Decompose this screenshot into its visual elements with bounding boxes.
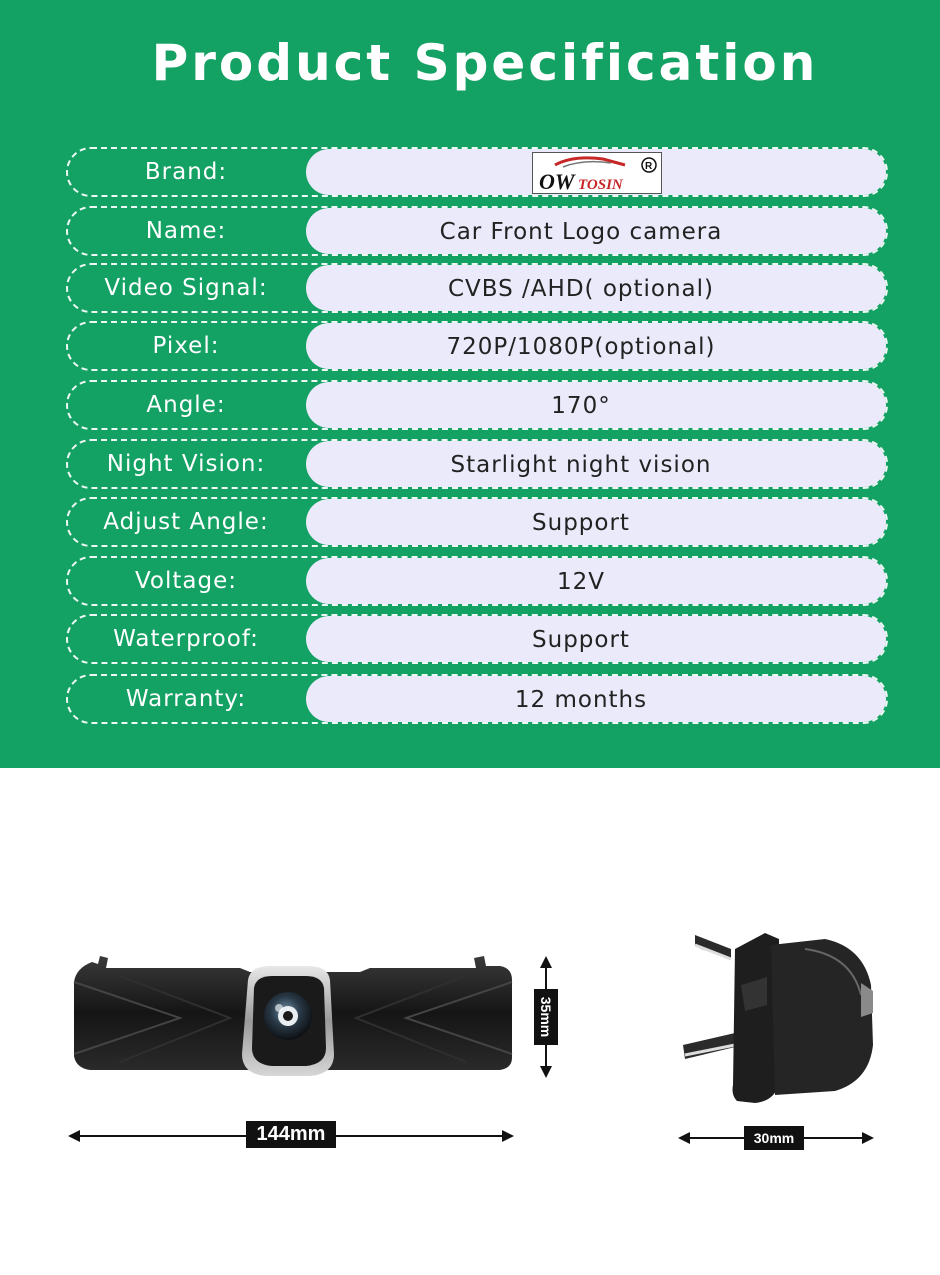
spec-value-pill	[306, 323, 886, 369]
spec-value: Starlight night vision	[450, 452, 712, 478]
spec-row-voltage	[66, 556, 888, 606]
spec-row-night-vision	[66, 439, 888, 489]
spec-row-angle	[66, 380, 888, 430]
spec-row-warranty	[66, 674, 888, 724]
page-title: Product Specification	[151, 34, 819, 92]
spec-value: CVBS /AHD( optional)	[447, 276, 715, 302]
spec-label: Brand:	[144, 159, 228, 185]
spec-row-waterproof	[66, 614, 888, 664]
spec-value: Support	[532, 627, 630, 653]
svg-text:TOSIN: TOSIN	[578, 177, 623, 193]
spec-label: Pixel:	[152, 333, 220, 359]
spec-label: Name:	[145, 218, 227, 244]
spec-label: Waterproof:	[113, 626, 259, 652]
depth-dimension-label: 30mm	[744, 1126, 804, 1150]
spec-row-brand	[66, 147, 888, 197]
spec-value-pill	[306, 676, 886, 722]
height-dimension-label: 35mm	[534, 989, 558, 1045]
spec-value: 12 months	[514, 687, 648, 713]
spec-value-pill	[306, 208, 886, 254]
spec-label: Video Signal:	[104, 275, 268, 301]
spec-value: 720P/1080P(optional)	[446, 334, 716, 360]
width-dimension-label: 144mm	[246, 1121, 336, 1148]
spec-value-pill	[306, 441, 886, 487]
brand-logo	[532, 152, 662, 194]
svg-text:OW: OW	[539, 169, 575, 194]
spec-value: Support	[532, 510, 630, 536]
spec-value-pill	[306, 499, 886, 545]
spec-label: Night Vision:	[106, 451, 266, 477]
spec-row-pixel	[66, 321, 888, 371]
spec-row-name	[66, 206, 888, 256]
spec-value: Car Front Logo camera	[439, 219, 723, 245]
spec-value-pill	[306, 265, 886, 311]
spec-value-pill	[306, 558, 886, 604]
spec-value-pill	[306, 149, 886, 195]
spec-label: Adjust Angle:	[103, 509, 269, 535]
spec-value-pill	[306, 616, 886, 662]
spec-value: 170°	[551, 393, 611, 419]
svg-text:R: R	[645, 161, 653, 172]
spec-value: 12V	[556, 569, 605, 595]
spec-row-adjust-angle	[66, 497, 888, 547]
spec-value-pill	[306, 382, 886, 428]
spec-label: Warranty:	[125, 686, 247, 712]
spec-label: Angle:	[146, 392, 226, 418]
spec-label: Voltage:	[134, 568, 238, 594]
spec-row-video-signal	[66, 263, 888, 313]
